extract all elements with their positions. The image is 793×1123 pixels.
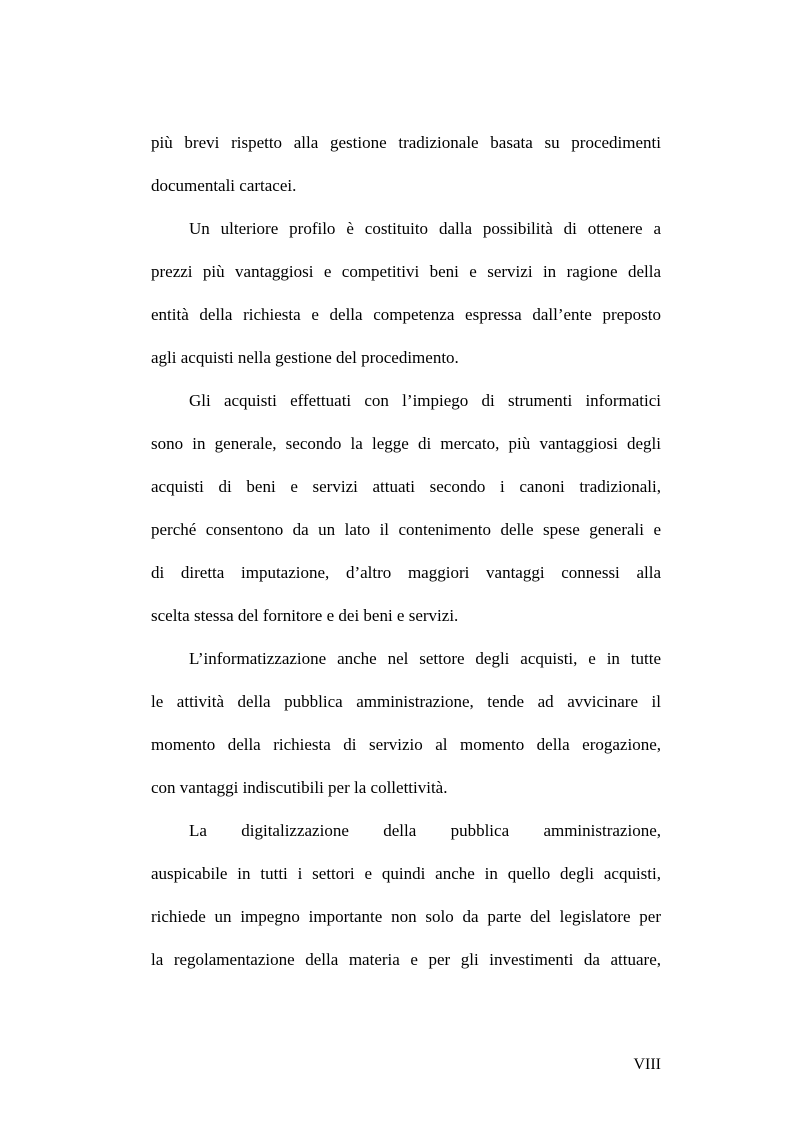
text-line: L’informatizzazione anche nel settore degli acquisti, e in tutte bbox=[189, 649, 661, 668]
text-line: Un ulteriore profilo è costituito dalla possibilità di ottenere a bbox=[189, 219, 661, 238]
text-line: agli acquisti nella gestione del procedimento. bbox=[151, 348, 459, 367]
page-number: VIII bbox=[633, 1056, 661, 1073]
text-line: acquisti di beni e servizi attuati secondo i canoni tradizionali, bbox=[151, 477, 661, 496]
body-text bbox=[151, 121, 661, 981]
text-line: sono in generale, secondo la legge di mercato, più vantaggiosi degli bbox=[151, 434, 661, 453]
text-line: entità della richiesta e della competenza espressa dall’ente preposto bbox=[151, 305, 661, 324]
text-line: documentali cartacei. bbox=[151, 176, 297, 195]
text-line: momento della richiesta di servizio al momento della erogazione, bbox=[151, 735, 661, 754]
text-line: scelta stessa del fornitore e dei beni e servizi. bbox=[151, 606, 459, 625]
text-line: con vantaggi indiscutibili per la collettività. bbox=[151, 778, 448, 797]
text-line: richiede un impegno importante non solo da parte del legislatore per bbox=[151, 907, 661, 926]
text-line: La digitalizzazione della pubblica amministrazione, bbox=[189, 821, 661, 840]
text-line: perché consentono da un lato il contenimento delle spese generali e bbox=[151, 520, 661, 539]
text-line: le attività della pubblica amministrazione, tende ad avvicinare il bbox=[151, 692, 661, 711]
text-line: la regolamentazione della materia e per gli investimenti da attuare, bbox=[151, 950, 661, 969]
text-line: più brevi rispetto alla gestione tradizionale basata su procedimenti bbox=[151, 133, 661, 152]
text-line: prezzi più vantaggiosi e competitivi beni e servizi in ragione della bbox=[151, 262, 661, 281]
text-line: auspicabile in tutti i settori e quindi anche in quello degli acquisti, bbox=[151, 864, 661, 883]
text-line: di diretta imputazione, d’altro maggiori vantaggi connessi alla bbox=[151, 563, 661, 582]
text-line: Gli acquisti effettuati con l’impiego di strumenti informatici bbox=[189, 391, 661, 410]
